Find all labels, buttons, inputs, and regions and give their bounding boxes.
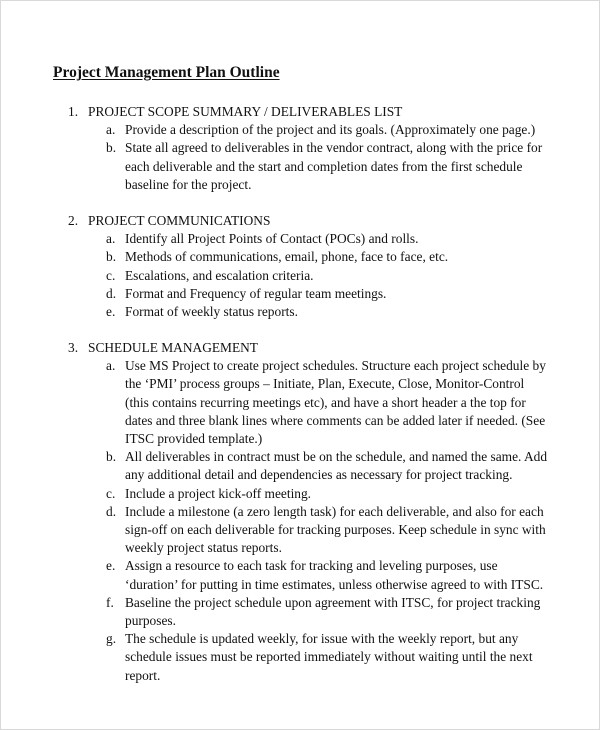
list-item (68, 121, 548, 139)
item-text: Provide a description of the project and its goals. (Approximately one page.) (125, 122, 536, 138)
item-text: The schedule is updated weekly, for issue with the weekly report, but any schedule issues must be reported immediately without waiting until the next report. (125, 631, 533, 683)
section-number: 2. (68, 213, 79, 228)
item-letter: e. (106, 558, 116, 574)
item-text: Identify all Project Points of Contact (POCs) and rolls. (125, 231, 419, 247)
item-text: All deliverables in contract must be on the schedule, and named the same. Add any additional detail and dependencies as necessary for project tracking. (125, 449, 548, 483)
item-text: Assign a resource to each task for tracking and leveling purposes, use ‘duration’ for putting in time estimates, unless otherwise agreed to with ITSC. (125, 558, 544, 592)
section-communications (68, 212, 548, 321)
item-letter: a. (106, 358, 116, 374)
section-title: SCHEDULE MANAGEMENT (88, 340, 258, 355)
section-heading (68, 339, 548, 357)
item-letter: a. (106, 231, 116, 247)
list-item (68, 557, 548, 593)
item-letter: c. (106, 485, 116, 501)
list-item (68, 503, 548, 558)
list-item (68, 248, 548, 266)
item-text: Include a project kick-off meeting. (125, 485, 312, 501)
item-list (68, 357, 548, 685)
list-item (68, 357, 548, 448)
item-letter: b. (106, 249, 117, 265)
list-item (68, 139, 548, 194)
item-letter: b. (106, 140, 117, 156)
section-number: 3. (68, 340, 79, 355)
item-text: Methods of communications, email, phone, face to face, etc. (125, 249, 449, 265)
item-text: State all agreed to deliverables in the vendor contract, along with the price for each deliverable and the start and completion dates from the first schedule baseline for the project. (125, 140, 543, 192)
item-list (68, 230, 548, 321)
list-item (68, 485, 548, 503)
document-title: Project Management Plan Outline (53, 64, 280, 81)
item-letter: g. (106, 631, 117, 647)
list-item (68, 630, 548, 685)
section-title: PROJECT SCOPE SUMMARY / DELIVERABLES LIST (88, 104, 403, 119)
section-schedule (68, 339, 548, 685)
item-text: Baseline the project schedule upon agreement with ITSC, for project tracking purposes. (125, 594, 541, 629)
list-item (68, 285, 548, 303)
item-text: Use MS Project to create project schedules. Structure each project schedule by the ‘PMI’ process groups – Initiate, Plan, Execute, Close, Monitor-Control (this contains recurring meetings etc), and have a short header a the top for dates and three blank lines where comments can be added later if needed. (See ITSC provided template.) (125, 358, 546, 447)
item-text: Format of weekly status reports. (125, 304, 298, 320)
item-letter: d. (106, 503, 117, 519)
item-text: Escalations, and escalation criteria. (125, 267, 314, 283)
section-scope (68, 103, 548, 194)
section-title: PROJECT COMMUNICATIONS (88, 213, 271, 228)
item-list (68, 121, 548, 194)
section-heading (68, 103, 548, 121)
list-item (68, 448, 548, 484)
section-number: 1. (68, 104, 79, 119)
list-item (68, 230, 548, 248)
item-letter: a. (106, 122, 116, 138)
item-letter: c. (106, 267, 116, 283)
item-letter: f. (106, 594, 114, 610)
item-letter: e. (106, 304, 116, 320)
item-text: Include a milestone (a zero length task) for each deliverable, and also for each sign-off on each deliverable for tracking purposes. Keep schedule in sync with weekly project status reports. (125, 503, 546, 556)
item-letter: d. (106, 285, 117, 301)
item-text: Format and Frequency of regular team meetings. (125, 285, 387, 301)
list-item (68, 267, 548, 285)
section-heading (68, 212, 548, 230)
list-item (68, 594, 548, 630)
item-letter: b. (106, 449, 117, 465)
list-item (68, 303, 548, 321)
